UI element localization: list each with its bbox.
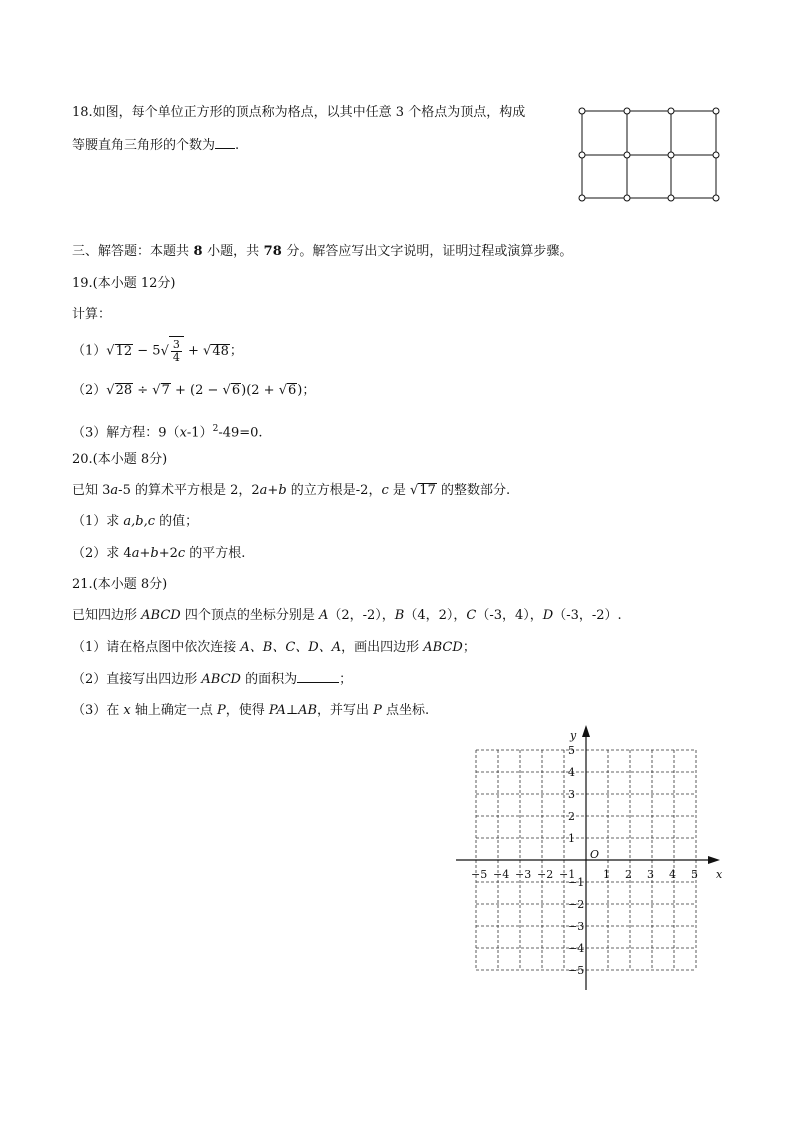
y-tick-label: −5 — [568, 964, 585, 977]
x-tick-label: −5 — [471, 868, 488, 881]
lattice-point — [713, 195, 719, 201]
q20-part1: （1）求 a,b,c 的值； — [72, 514, 199, 529]
x-tick-label: 4 — [669, 868, 676, 881]
q19-heading: 19.(本小题 12分) — [72, 276, 176, 291]
q18-text-2: 等腰直角三角形的个数为 — [72, 138, 216, 153]
x-tick-label: −2 — [537, 868, 554, 881]
x-tick-label: 2 — [625, 868, 632, 881]
q21-heading: 21.(本小题 8分) — [72, 577, 168, 592]
lattice-point — [713, 152, 719, 158]
q18-line1 — [72, 104, 525, 122]
x-tick-label: −1 — [559, 868, 576, 881]
section3-heading: 三、解答题：本题共 8 小题，共 78 分。解答应写出文字说明，证明过程或演算步骤。 — [72, 244, 573, 259]
answer-blank[interactable] — [215, 136, 235, 149]
q21-part1: （1）请在格点图中依次连接 A、B、C、D、A，画出四边形 ABCD； — [72, 640, 476, 655]
q20-statement: 已知 3a-5 的算术平方根是 2，2a+b 的立方根是-2，c 是 √17 的整数部分. — [72, 483, 511, 498]
y-tick-label: 3 — [568, 788, 575, 801]
lattice-point — [579, 108, 585, 114]
lattice-point — [713, 108, 719, 114]
y-tick-label: −2 — [568, 898, 585, 911]
lattice-point — [624, 152, 630, 158]
lattice-point — [624, 108, 630, 114]
y-tick-label: −3 — [568, 920, 585, 933]
lattice-point — [579, 152, 585, 158]
lattice-point — [668, 108, 674, 114]
x-tick-label: 5 — [691, 868, 698, 881]
x-axis-label: x — [716, 868, 723, 881]
q21-statement: 已知四边形 ABCD 四个顶点的坐标分别是 A（2，-2），B（4，2），C（-3，4），D（-3，-2）. — [72, 608, 622, 623]
q21-part2: （2）直接写出四边形 ABCD 的面积为 ； — [72, 672, 353, 687]
origin-label: O — [590, 848, 600, 861]
y-tick-label: 1 — [568, 832, 575, 845]
y-tick-label: 4 — [568, 766, 575, 779]
y-tick-label: 5 — [568, 744, 575, 757]
y-tick-label: −1 — [568, 876, 585, 889]
x-axis-arrow-icon — [708, 856, 720, 864]
x-tick-label: −3 — [515, 868, 532, 881]
q19-intro: 计算： — [72, 307, 112, 322]
y-tick-label: 2 — [568, 810, 575, 823]
x-tick-label: −4 — [493, 868, 510, 881]
lattice-point — [579, 195, 585, 201]
q19-part3: （3）解方程：$9(x-1)^2-49=0$. — [72, 424, 263, 441]
q18-text-1: 18.如图，每个单位正方形的顶点称为格点，以其中任意 3 个格点为顶点，构成 — [72, 105, 526, 120]
lattice-point — [668, 195, 674, 201]
x-tick-label: 1 — [603, 868, 610, 881]
lattice-point — [624, 195, 630, 201]
lattice-point — [668, 152, 674, 158]
q19-part1: （1）√12 − 5√ $\frac{3}{4}$ + √48； — [72, 336, 243, 367]
y-axis-label: y — [570, 729, 577, 742]
y-tick-label: −4 — [568, 942, 585, 955]
q18-line2: 等腰直角三角形的个数为 . — [72, 138, 240, 153]
area-answer-blank[interactable] — [297, 670, 339, 683]
coordinate-grid[interactable] — [450, 725, 740, 995]
q19-part2: （2）√28 ÷ √7 + (2 − √6)(2 + √6)； — [72, 383, 316, 398]
y-axis-arrow-icon — [582, 725, 590, 737]
q20-heading: 20.(本小题 8分) — [72, 452, 168, 467]
lattice-grid-figure — [575, 106, 725, 206]
x-tick-label: 3 — [647, 868, 654, 881]
q20-part2: （2）求 4a+b+2c 的平方根. — [72, 546, 246, 561]
q21-part3: （3）在 x 轴上确定一点 P，使得 PA⊥AB，并写出 P 点坐标. — [72, 703, 430, 718]
